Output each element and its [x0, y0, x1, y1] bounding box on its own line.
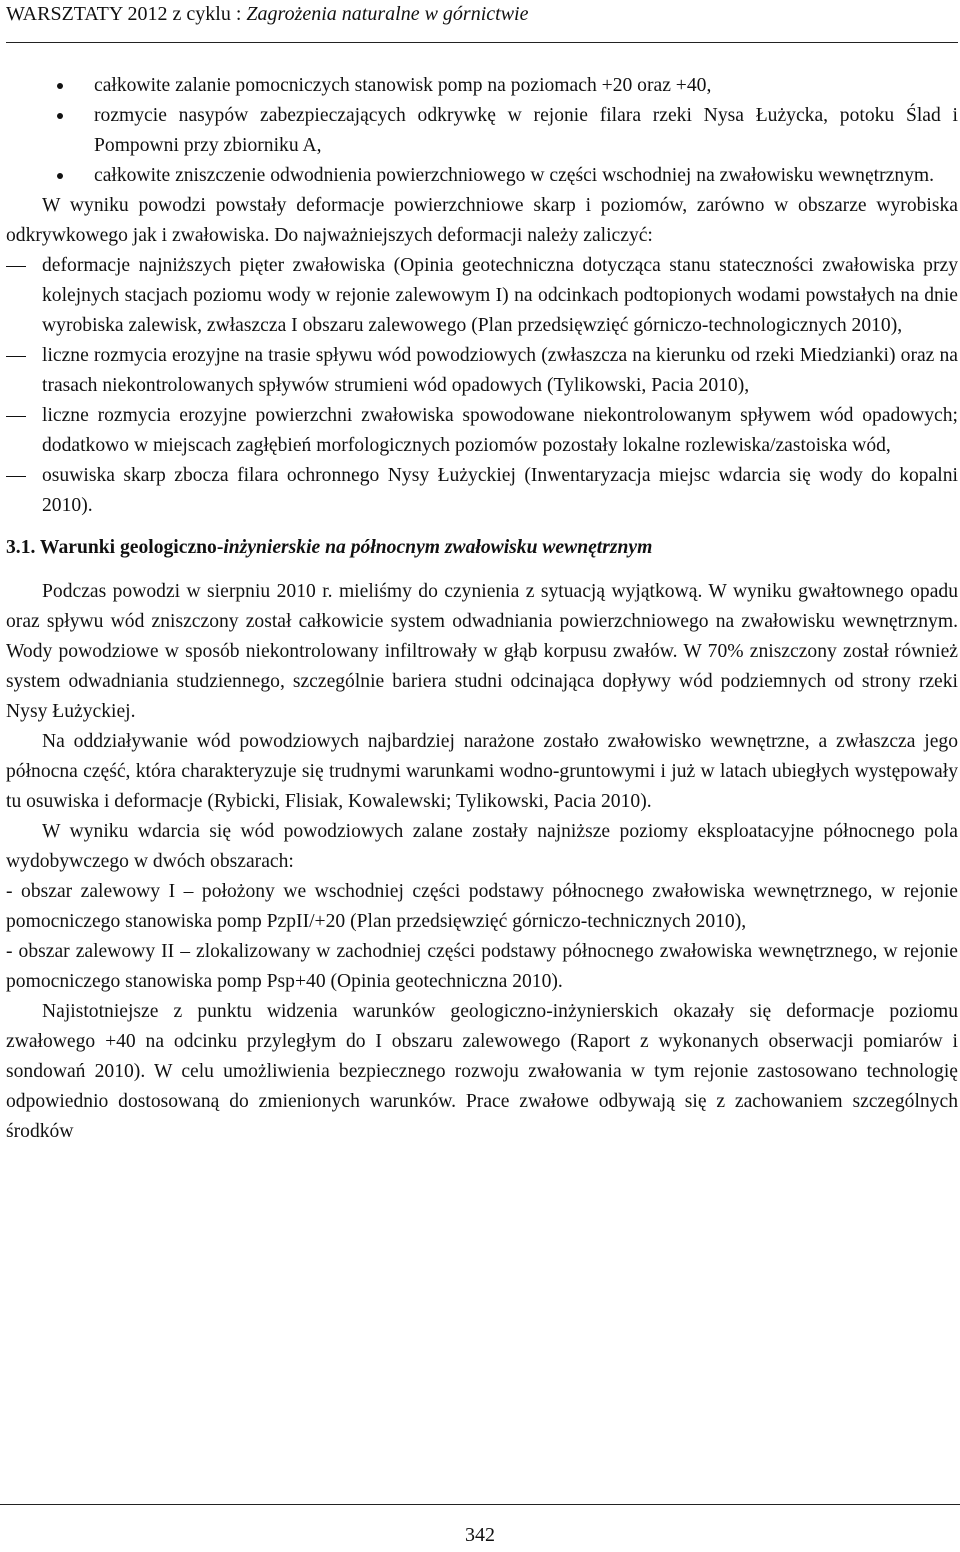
document-body	[6, 71, 958, 1147]
paragraph-4: - obszar zalewowy I – położony we wschodniej części podstawy północnego zwałowiska wewnętrznego, w rejonie pomocniczego stanowiska pomp PzpII/+20 (Plan przedsięwzięć górniczo-technicznych 2010),	[6, 881, 958, 932]
dash-list	[6, 251, 958, 521]
intro-paragraph: W wyniku powodzi powstały deformacje powierzchniowe skarp i poziomów, zarówno w obszarze wyrobiska odkrywkowego jak i zwałowiska. Do najważniejszych deformacji należy zaliczyć:	[6, 195, 958, 246]
list-item: liczne rozmycia erozyjne powierzchni zwałowiska spowodowane niekontrolowanym spływem wód opadowych; dodatkowo w miejscach zagłębień morfologicznych poziomów pozostały lokalne rozlewiska/zastoiska wód,	[6, 401, 958, 461]
section-title-normal: Warunki geologiczno-	[35, 537, 224, 558]
paragraph-5: - obszar zalewowy II – zlokalizowany w zachodniej części podstawy północnego zwałowiska wewnętrznego, w rejonie pomocniczego stanowiska pomp Psp+40 (Opinia geotechniczna 2010).	[6, 941, 958, 992]
list-item: deformacje najniższych pięter zwałowiska (Opinia geotechniczna dotycząca stanu stateczności zwałowiska przy kolejnych stacjach poziomu wody w rejonie zalewowym I) na odcinkach podtopionych wodami powstałych na dnie wyrobiska zalewisk, zwłaszcza I obszaru zalewowego (Plan przedsięwzięć górniczo-technologicznych 2010),	[6, 251, 958, 341]
header-topic: Zagrożenia naturalne w górnictwie	[241, 3, 529, 25]
header-series: WARSZTATY 2012 z cyklu :	[6, 3, 242, 25]
list-item: liczne rozmycia erozyjne na trasie spływu wód powodziowych (zwłaszcza na kierunku od rzeki Miedzianki) oraz na trasach niekontrolowanych spływów strumieni wód opadowych (Tylikowski, Pacia 2010),	[6, 341, 958, 401]
page-header	[6, 2, 954, 26]
list-item: całkowite zniszczenie odwodnienia powierzchniowego w części wschodniej na zwałowisku wewnętrznym.	[6, 161, 958, 191]
paragraph-3: W wyniku wdarcia się wód powodziowych zalane zostały najniższe poziomy eksploatacyjne północnego pola wydobywczego w dwóch obszarach:	[6, 821, 958, 872]
bullet-list	[6, 71, 958, 191]
paragraph-2: Na oddziaływanie wód powodziowych najbardziej narażone zostało zwałowisko wewnętrzne, a zwłaszcza jego północna część, która charakteryzuje się trudnymi warunkami wodno-gruntowymi i już w latach ubiegłych występowały tu osuwiska i deformacje (Rybicki, Flisiak, Kowalewski; Tylikowski, Pacia 2010).	[6, 731, 958, 812]
header-divider	[6, 42, 958, 43]
list-item: rozmycie nasypów zabezpieczających odkrywkę w rejonie filara rzeki Nysa Łużycka, potoku Ślad i Pompowni przy zbiorniku A,	[6, 101, 958, 161]
paragraph-1: Podczas powodzi w sierpniu 2010 r. mieliśmy do czynienia z sytuacją wyjątkową. W wyniku gwałtownego opadu oraz spływu wód zniszczony został całkowicie system odwadniania powierzchniowego na zwałowisku wewnętrznym. Wody powodziowe w sposób niekontrolowany infiltrowały w głąb korpusu zwałów. W 70% zniszczony został również system odwadniania studziennego, szczególnie bariera studni odcinająca dopływy wód podziemnych od strony rzeki Nysy Łużyckiej.	[6, 581, 958, 722]
list-item: osuwiska skarp zbocza filara ochronnego Nysy Łużyckiej (Inwentaryzacja miejsc wdarcia się wody do kopalni 2010).	[6, 461, 958, 521]
section-number: 3.1.	[6, 537, 36, 558]
paragraph-6: Najistotniejsze z punktu widzenia warunków geologiczno-inżynierskich okazały się deformacje poziomu zwałowego +40 na odcinku przyległym do I obszaru zalewowego (Raport z wykonanych obserwacji pomiarów i sondowań 2010). W celu umożliwienia bezpiecznego rozwoju zwałowania w tym rejonie zastosowano technologię odpowiednio dostosowaną do zmienionych warunków. Prace zwałowe odbywają się z zachowaniem szczególnych środków	[6, 1001, 958, 1142]
section-title-italic: inżynierskie na północnym zwałowisku wewnętrznym	[223, 537, 653, 558]
list-item: całkowite zalanie pomocniczych stanowisk pomp na poziomach +20 oraz +40,	[6, 71, 958, 101]
footer-divider	[0, 1504, 960, 1505]
section-heading	[6, 533, 958, 563]
page-number: 342	[465, 1524, 495, 1546]
